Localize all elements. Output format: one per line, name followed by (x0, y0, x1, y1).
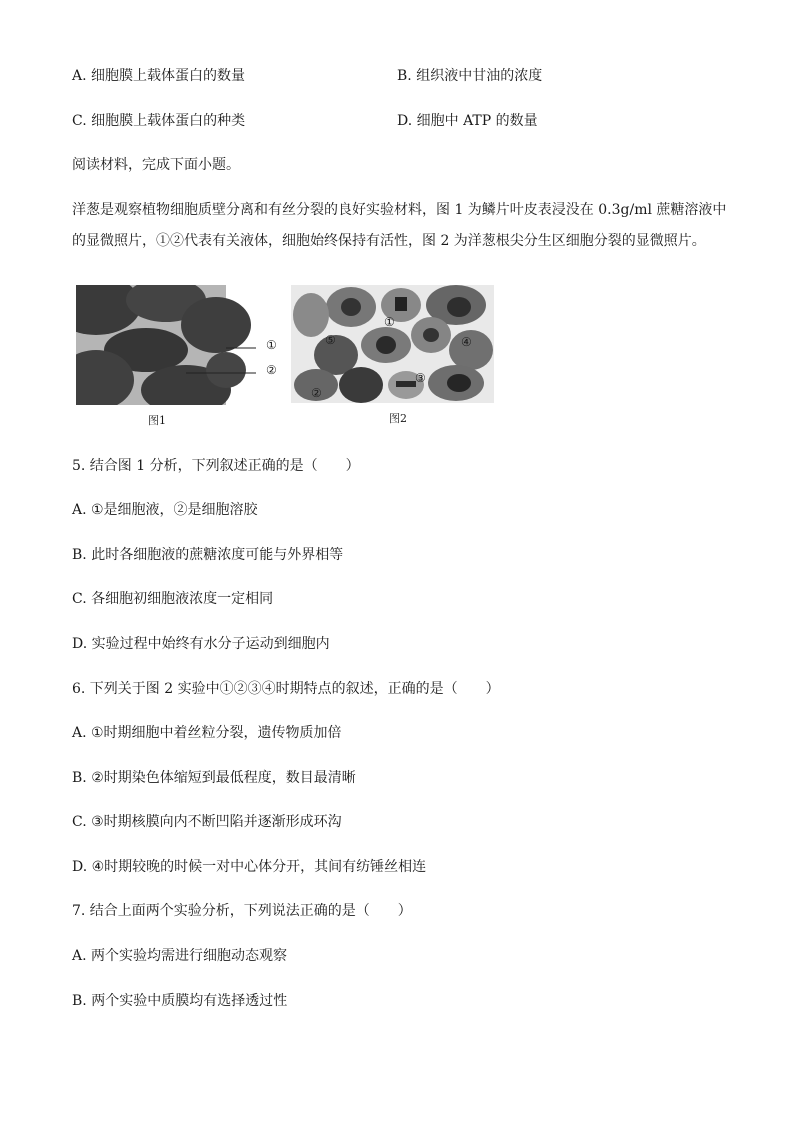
option-a-prev: A. 细胞膜上载体蛋白的数量 (72, 68, 246, 84)
question-6-option-a: A. ①时期细胞中着丝粒分裂，遗传物质加倍 (72, 725, 342, 741)
question-6-stem: 6. 下列关于图 2 实验中①②③④时期特点的叙述，正确的是（ ） (72, 681, 500, 697)
question-6-option-d: D. ④时期较晚的时候一对中心体分开，其间有纺锤丝相连 (72, 859, 427, 875)
option-c-prev: C. 细胞膜上载体蛋白的种类 (72, 113, 246, 129)
figure-2 (291, 285, 494, 403)
figure-1 (76, 285, 286, 405)
option-b-prev: B. 组织液中甘油的浓度 (397, 68, 543, 84)
figure-2-caption: 图2 (389, 412, 407, 425)
question-7-option-a: A. 两个实验均需进行细胞动态观察 (72, 948, 288, 964)
figure-2-label-2: ② (311, 386, 322, 400)
question-7-option-b: B. 两个实验中质膜均有选择透过性 (72, 993, 288, 1009)
question-7-stem: 7. 结合上面两个实验分析，下列说法正确的是（ ） (72, 903, 412, 919)
question-5-option-c: C. 各细胞初细胞液浓度一定相同 (72, 591, 274, 607)
figure-2-label-4: ④ (461, 335, 472, 349)
reading-prompt: 阅读材料，完成下面小题。 (72, 157, 240, 173)
figure-2-label-3: ③ (415, 371, 426, 385)
figure-1-label-1: ① (266, 338, 277, 352)
figure-1-label-2: ② (266, 363, 277, 377)
figure-1-caption: 图1 (148, 414, 166, 427)
figure-1-micrograph (76, 285, 286, 405)
passage-line-2: 的显微照片，①②代表有关液体，细胞始终保持有活性，图 2 为洋葱根尖分生区细胞分裂的显微照片。 (72, 233, 706, 249)
question-5-option-a: A. ①是细胞液，②是细胞溶胶 (72, 502, 258, 518)
question-5-option-b: B. 此时各细胞液的蔗糖浓度可能与外界相等 (72, 547, 344, 563)
passage-line-1: 洋葱是观察植物细胞质壁分离和有丝分裂的良好实验材料，图 1 为鳞片叶皮表浸没在 0.3g/ml 蔗糖溶液中 (72, 202, 727, 218)
question-6-option-c: C. ③时期核膜向内不断凹陷并逐渐形成环沟 (72, 814, 342, 830)
option-d-prev: D. 细胞中 ATP 的数量 (397, 113, 538, 129)
figure-2-label-5: ⑤ (325, 333, 336, 347)
question-5-option-d: D. 实验过程中始终有水分子运动到细胞内 (72, 636, 330, 652)
figure-2-label-1: ① (384, 315, 395, 329)
question-6-option-b: B. ②时期染色体缩短到最低程度，数目最清晰 (72, 770, 356, 786)
question-5-stem: 5. 结合图 1 分析，下列叙述正确的是（ ） (72, 458, 360, 474)
